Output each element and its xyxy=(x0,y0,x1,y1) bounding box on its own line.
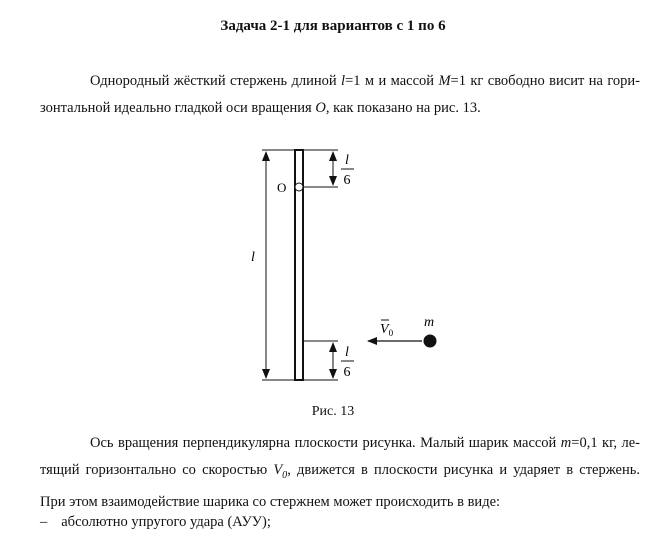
body-line-3: При этом взаимодействие шарика со стержнем может происходить в виде: xyxy=(40,493,501,510)
axis-variable: O xyxy=(315,100,326,116)
list-dash: – xyxy=(40,514,48,530)
axis-label-o: O xyxy=(277,180,287,195)
mass-variable: M xyxy=(438,73,451,89)
top-fraction-denominator: 6 xyxy=(343,173,351,188)
intro-text-5: , как показано на рис. 13. xyxy=(325,100,481,116)
body-text-4: , движется в плоскости рисунка и ударяет в стержень. xyxy=(287,462,640,478)
intro-text-2: =1 м и массой xyxy=(345,73,439,89)
mass-label: m xyxy=(424,315,435,330)
length-label: l xyxy=(251,250,255,265)
velocity-variable: $V_0$ xyxy=(273,462,288,481)
velocity-label: $V_0$ xyxy=(380,322,394,338)
body-paragraph xyxy=(40,430,640,516)
bottom-fraction-denominator: 6 xyxy=(343,365,351,380)
list-item-text: абсолютно упругого удара (АУУ); xyxy=(61,514,271,530)
pivot-point xyxy=(295,183,303,191)
bottom-fraction-numerator: l xyxy=(345,345,349,360)
task-title: Задача 2-1 для вариантов с 1 по 6 xyxy=(220,18,446,34)
ball-mass-variable: m xyxy=(560,435,572,451)
intro-text-3: =1 кг свободно висит на гори- xyxy=(450,73,640,89)
intro-text-1: Однородный жёсткий стержень длиной xyxy=(90,73,342,89)
top-fraction-numerator: l xyxy=(345,153,349,168)
body-text-1: Ось вращения перпендикулярна плоскости рисунка. Малый шарик массой xyxy=(90,435,561,451)
figure-caption: Рис. 13 xyxy=(311,404,355,419)
list-item xyxy=(40,514,271,531)
body-line-1 xyxy=(40,430,640,457)
body-text-3: тящий горизонтально со скоростью xyxy=(40,462,274,478)
body-text-2: =0,1 кг, ле- xyxy=(571,435,640,451)
intro-text-4: зонтальной идеально гладкой оси вращения xyxy=(40,100,316,116)
body-line-2 xyxy=(40,457,640,489)
ball xyxy=(424,335,437,348)
length-variable: l xyxy=(341,73,346,89)
